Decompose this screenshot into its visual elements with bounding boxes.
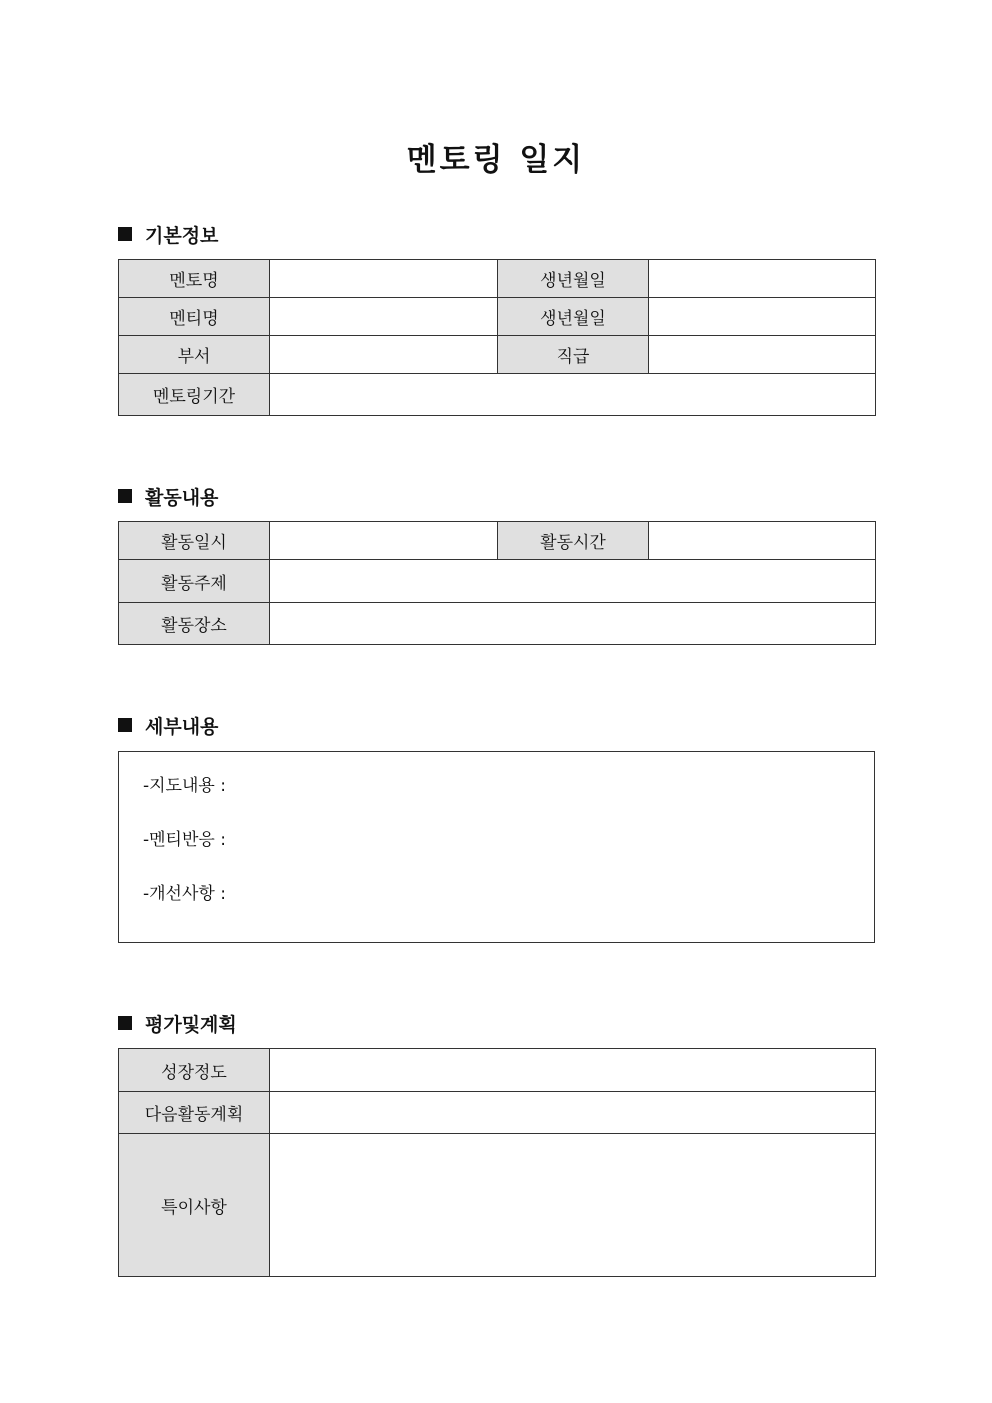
activity-topic-label: 활동주제: [119, 560, 270, 603]
square-bullet-icon: [118, 489, 132, 503]
rank-label: 직급: [498, 336, 649, 374]
table-row: [119, 1134, 876, 1277]
mentoring-period-label: 멘토링기간: [119, 374, 270, 416]
guidance-content-line: -지도내용 :: [143, 776, 226, 796]
department-label: 부서: [119, 336, 270, 374]
table-row: [119, 603, 876, 645]
table-row: [119, 374, 876, 416]
evaluation-table: [118, 1048, 876, 1277]
section-heading-evaluation-text: 평가및계획: [145, 1013, 237, 1036]
table-row: [119, 1092, 876, 1134]
basic-info-table: [118, 259, 876, 416]
table-row: [119, 560, 876, 603]
table-row: [119, 1049, 876, 1092]
growth-level-label: 성장정도: [119, 1049, 270, 1092]
mentor-name-label: 멘토명: [119, 260, 270, 298]
table-row: [119, 260, 876, 298]
next-plan-field[interactable]: [270, 1092, 876, 1134]
growth-level-field[interactable]: [270, 1049, 876, 1092]
mentoring-period-field[interactable]: [270, 374, 876, 416]
square-bullet-icon: [118, 1016, 132, 1030]
section-heading-evaluation: [118, 1010, 237, 1036]
special-notes-field[interactable]: [270, 1134, 876, 1277]
section-heading-activity: [118, 483, 218, 509]
activity-date-label: 활동일시: [119, 522, 270, 560]
activity-time-field[interactable]: [649, 522, 876, 560]
section-heading-activity-text: 활동내용: [145, 486, 219, 509]
rank-field[interactable]: [649, 336, 876, 374]
special-notes-label: 특이사항: [119, 1134, 270, 1277]
activity-table: [118, 521, 876, 645]
page-title: 멘토링 일지: [406, 142, 586, 178]
table-row: [119, 522, 876, 560]
square-bullet-icon: [118, 718, 132, 732]
activity-time-label: 활동시간: [498, 522, 649, 560]
section-heading-basic-text: 기본정보: [145, 224, 219, 247]
section-heading-basic: [118, 221, 218, 247]
table-row: [119, 336, 876, 374]
activity-date-field[interactable]: [270, 522, 498, 560]
mentee-response-line: -멘티반응 :: [143, 830, 226, 850]
next-plan-label: 다음활동계획: [119, 1092, 270, 1134]
section-heading-details: [118, 712, 218, 738]
mentor-birth-label: 생년월일: [498, 260, 649, 298]
square-bullet-icon: [118, 227, 132, 241]
mentee-birth-field[interactable]: [649, 298, 876, 336]
mentor-name-field[interactable]: [270, 260, 498, 298]
activity-place-field[interactable]: [270, 603, 876, 645]
details-textbox[interactable]: [118, 751, 875, 943]
table-row: [119, 298, 876, 336]
activity-place-label: 활동장소: [119, 603, 270, 645]
mentor-birth-field[interactable]: [649, 260, 876, 298]
department-field[interactable]: [270, 336, 498, 374]
improvements-line: -개선사항 :: [143, 884, 226, 904]
activity-topic-field[interactable]: [270, 560, 876, 603]
section-heading-details-text: 세부내용: [145, 715, 219, 738]
mentee-name-label: 멘티명: [119, 298, 270, 336]
mentee-birth-label: 생년월일: [498, 298, 649, 336]
mentee-name-field[interactable]: [270, 298, 498, 336]
